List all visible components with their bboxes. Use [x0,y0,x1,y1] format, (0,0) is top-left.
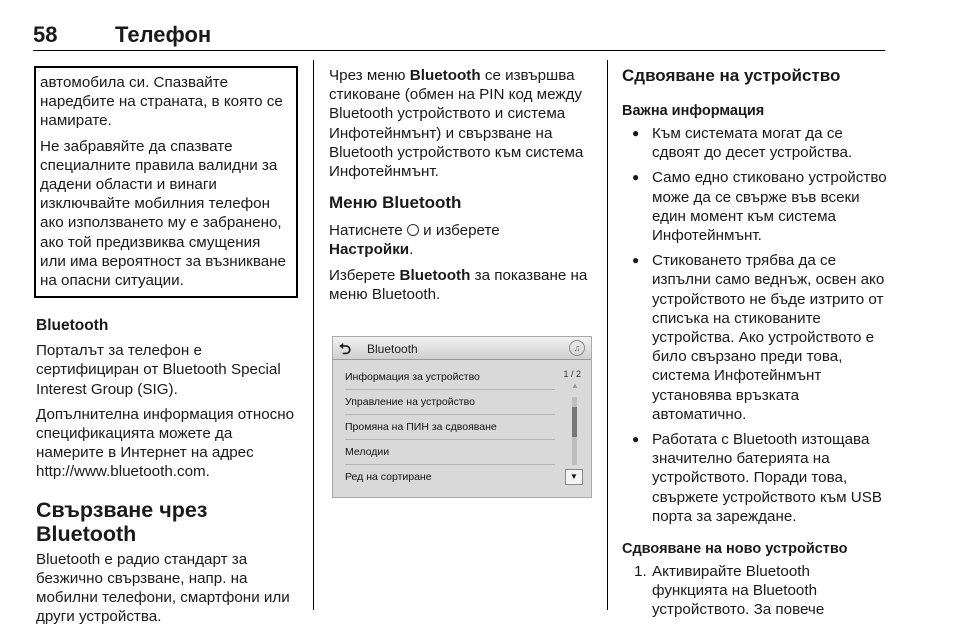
screen-title-bar [333,337,591,360]
press-text-a: Натиснете [329,222,407,240]
screen-title: Bluetooth [367,342,418,357]
bluetooth-para-2: Допълнителна информация относно спецификацията можете да намерите в Интернет на адрес http://www.bluetooth.com. [36,405,295,481]
intro-bold: Bluetooth [409,67,481,84]
chapter-title: Телефон [115,22,212,47]
page-header [33,22,885,52]
bluetooth-para-1: Порталът за телефон е сертифициран от Bluetooth Special Interest Group (SIG). [36,342,281,398]
column-2 [329,66,595,519]
press-text-b: и изберете [418,222,500,240]
warning-box [34,66,298,298]
menu-item-sort-order[interactable]: Ред на сортиране [345,471,432,484]
menu-intro [329,66,595,181]
steps-list [622,562,888,620]
page-indicator: 1 / 2 [563,369,581,380]
list-item: ● Стиковането трябва да се изпълни само веднъж, освен ако устройството не бъде изтрито от списъка на стикованите устройства. Ако устройството е било свързано преди това, система Инфотейнмънт установява връзката автоматично. [622,251,888,424]
step-text: Активирайте Bluetooth функцията на Bluetooth устройството. За повече [652,563,825,619]
menu-item-device-management[interactable]: Управление на устройство [345,390,555,415]
bluetooth-menu-list [345,365,555,489]
menu-item-change-pin[interactable]: Промяна на ПИН за сдвояване [345,415,555,440]
column-divider-1 [313,60,314,610]
connect-para: Bluetooth е радио стандарт за безжично свързване, напр. на мобилни телефони, смартфони или други устройства. [36,550,290,626]
settings-gear-icon [407,224,419,236]
column-1 [36,66,298,632]
list-item: ● Само едно стиковано устройство може да се свърже във всеки един момент към система Инфотейнмънт. [622,168,888,245]
connect-heading: Свързване чрез Bluetooth [36,497,208,546]
back-arrow-icon[interactable]: ⮌ [339,341,352,359]
step-number: 1. [634,563,647,581]
press-end: . [409,241,414,259]
scrollbar-track[interactable] [572,397,577,465]
new-device-heading: Сдвояване на ново устройство [622,541,848,558]
warning-text-2: Не забравяйте да спазвате специалните правила валидни за дадени области и винаги изключвайте мобилния телефон ако използването му е забранено, ако той предизвиква смущения или има вероятност за възникване на опасни ситуации. [40,137,287,290]
important-heading: Важна информация [622,103,765,119]
select-text-a: Изберете [329,266,400,284]
warning-text-1: автомобила си. Спазвайте наредбите на страната, в която се намирате. [40,74,283,130]
scroll-up-icon[interactable]: ▲ [571,381,579,391]
press-instruction [329,221,595,259]
bluetooth-screen-image [329,314,593,519]
intro-text-a: Чрез меню [329,67,410,84]
intro-text-b: се извършва стиковане (обмен на PIN код между Bluetooth устройството и система Инфотейнмънт) и свързване на Bluetooth устройството към система Инфотейнмънт. [329,67,584,181]
select-instruction [329,266,595,304]
list-item: ● Работата с Bluetooth изтощава значително батерията на устройството. Поради това, свържете устройството към USB порта за зареждане. [622,430,888,526]
scrollbar-thumb[interactable] [572,407,577,437]
page-number: 58 [33,22,58,47]
select-text-b: за показване на меню Bluetooth. [329,266,588,303]
select-bold: Bluetooth [399,266,471,284]
scroll-down-icon[interactable]: ▼ [565,469,583,485]
menu-bluetooth-heading: Меню Bluetooth [329,193,462,213]
menu-item-ringtones[interactable]: Мелодии [345,440,555,465]
column-divider-2 [607,60,608,610]
step-item [622,562,888,620]
press-bold: Настройки [329,241,410,259]
list-item: ● Към системата могат да се сдвоят до десет устройства. [622,124,888,162]
header-rule [33,50,885,51]
infotainment-screen [332,336,592,498]
music-note-icon: ♫ [569,340,585,356]
column-3 [622,66,888,620]
menu-item-device-info[interactable]: Информация за устройство [345,365,555,390]
pairing-heading: Сдвояване на устройство [622,66,841,85]
bluetooth-heading: Bluetooth [36,317,109,335]
important-list [622,124,888,526]
